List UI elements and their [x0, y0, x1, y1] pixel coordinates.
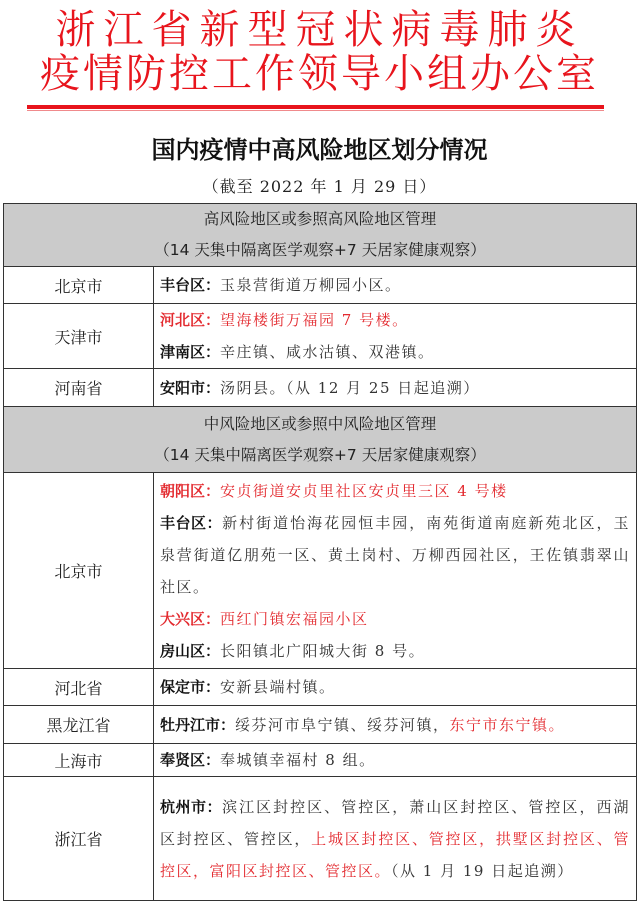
region-name: 浙江省: [4, 777, 154, 901]
district-label: 丰台区：: [160, 276, 221, 294]
region-detail: [154, 267, 637, 304]
region-detail: [154, 777, 637, 901]
region-name: 天津市: [4, 304, 154, 369]
red-divider: [27, 105, 604, 109]
risk-area-table: [3, 203, 637, 901]
district-text: 绥芬河市阜宁镇、绥芬河镇，: [235, 715, 450, 734]
district-text: 汤阴县。（从 12 月 25 日起追溯）: [220, 378, 480, 397]
district-text: 辛庄镇、咸水沽镇、双港镇。: [220, 343, 435, 361]
district-label: 津南区：: [160, 343, 221, 361]
district-label: 安阳市：: [160, 378, 221, 397]
district-label: 牡丹江市：: [160, 715, 236, 734]
region-detail: [154, 369, 637, 407]
region-detail: [154, 473, 637, 669]
district-text: 玉泉营街道万柳园小区。: [220, 276, 402, 294]
org-title-line1: 浙江省新型冠状病毒肺炎: [55, 7, 584, 53]
table-row: [4, 473, 637, 669]
region-detail: [154, 744, 637, 777]
medium-risk-header: [4, 407, 637, 473]
district-text: 西红门镇宏福园小区: [220, 609, 369, 628]
district-text: 新村街道怡海花园恒丰园，南苑街道南庭新苑北区，玉泉营街道亿朋苑一区、黄土岗村、万柳西园社区，王佐镇翡翠山社区。: [160, 513, 630, 596]
district-label: 丰台区：: [160, 513, 223, 532]
district-label: 大兴区：: [160, 609, 221, 628]
medium-risk-measure: （14 天集中隔离医学观察+7 天居家健康观察）: [154, 445, 486, 464]
district-label: 朝阳区：: [160, 481, 221, 500]
org-title-line2: 疫情防控工作领导小组办公室: [40, 51, 599, 97]
region-detail: [154, 706, 637, 744]
district-text: 安贞街道安贞里社区安贞里三区 4 号楼: [220, 481, 508, 500]
district-text: 安新县端村镇。: [220, 678, 336, 696]
table-row: [4, 706, 637, 744]
district-label: 河北区：: [160, 311, 221, 329]
table-row: [4, 304, 637, 369]
high-risk-measure: （14 天集中隔离医学观察+7 天居家健康观察）: [154, 241, 486, 259]
table-row: [4, 267, 637, 304]
region-detail: [154, 669, 637, 706]
district-text-tail: （从 1 月 19 日起追溯）: [391, 861, 574, 880]
high-risk-header: [4, 204, 637, 267]
region-name: 河北省: [4, 669, 154, 706]
region-name: 上海市: [4, 744, 154, 777]
district-label: 奉贤区：: [160, 751, 221, 769]
district-text: 望海楼街万福园 7 号楼。: [220, 311, 409, 329]
district-text: 长阳镇北广阳城大街 8 号。: [220, 641, 426, 660]
region-name: 北京市: [4, 473, 154, 669]
region-name: 北京市: [4, 267, 154, 304]
region-detail: [154, 304, 637, 369]
table-row: [4, 669, 637, 706]
district-label: 杭州市：: [160, 797, 223, 816]
region-name: 河南省: [4, 369, 154, 407]
document-date: （截至 2022 年 1 月 29 日）: [202, 177, 437, 196]
table-row: [4, 369, 637, 407]
table-row: [4, 744, 637, 777]
district-text-highlight: 东宁市东宁镇。: [449, 715, 566, 734]
district-text: 滨江区封控区、管控区，萧山区封控区、管控区，西湖区封控区、管控区，: [160, 797, 630, 848]
district-text-highlight: 上城区封控区、管控区，拱墅区封控区、管控区，富阳区封控区、管控区。: [160, 829, 630, 880]
table-row: [4, 777, 637, 901]
red-divider-thin: [27, 110, 604, 111]
region-name: 黑龙江省: [4, 706, 154, 744]
medium-risk-heading: 中风险地区或参照中风险地区管理: [203, 414, 437, 433]
high-risk-heading: 高风险地区或参照高风险地区管理: [203, 210, 437, 228]
district-text: 奉城镇幸福村 8 组。: [220, 751, 376, 769]
district-label: 保定市：: [160, 678, 221, 696]
district-label: 房山区：: [160, 641, 221, 660]
document-title: 国内疫情中高风险地区划分情况: [151, 135, 488, 164]
